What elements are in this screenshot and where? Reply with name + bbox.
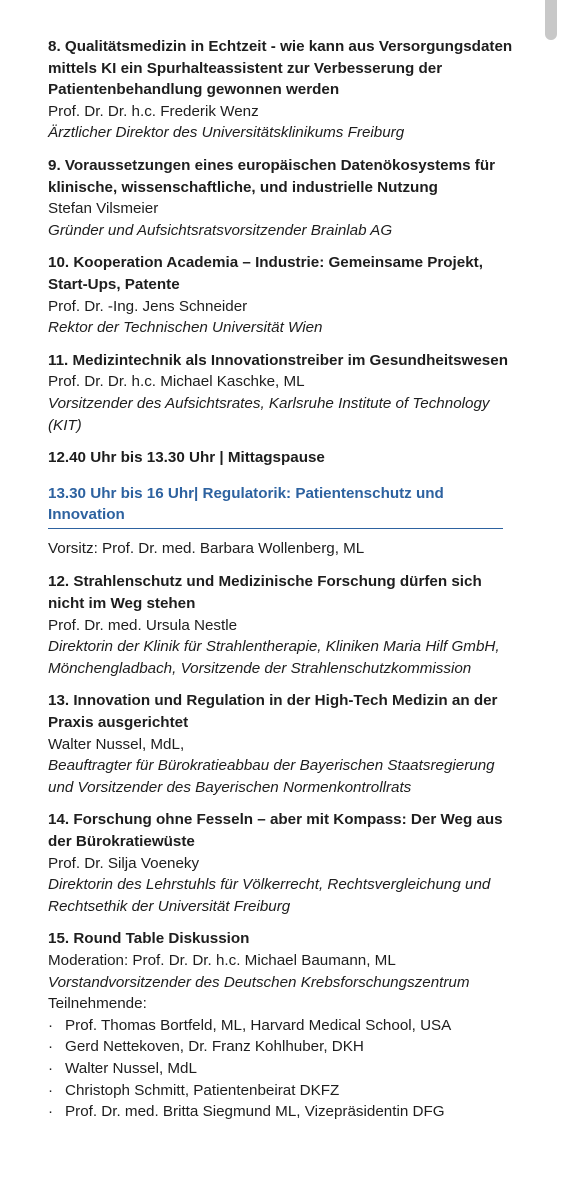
item-title: 14. Forschung ohne Fesseln – aber mit Kompass: Der Weg aus der Bürokratiewüste <box>48 811 503 850</box>
program-document <box>48 36 518 1134</box>
speaker-name: Prof. Dr. -Ing. Jens Schneider <box>48 297 248 315</box>
program-item-9 <box>48 155 518 241</box>
list-item <box>48 1015 518 1037</box>
item-title: 9. Voraussetzungen eines europäischen Datenökosystems für klinische, wissenschaftliche, und industrielle Nutzung <box>48 156 496 196</box>
speaker-name: Prof. Dr. Dr. h.c. Frederik Wenz <box>48 102 259 120</box>
participants-list <box>48 1015 518 1123</box>
participant-name: Gerd Nettekoven, Dr. Franz Kohlhuber, DKH <box>65 1038 364 1056</box>
list-item <box>48 1058 518 1080</box>
participant-name: Walter Nussel, MdL <box>65 1059 197 1077</box>
bullet-icon: · <box>48 1103 54 1121</box>
section-heading: 13.30 Uhr bis 16 Uhr| Regulatorik: Patientenschutz und Innovation <box>48 483 503 529</box>
bullet-icon: · <box>48 1081 54 1099</box>
lunch-break: 12.40 Uhr bis 13.30 Uhr | Mittagspause <box>48 449 325 467</box>
speaker-role: Gründer und Aufsichtsratsvorsitzender Brainlab AG <box>48 221 393 239</box>
participants-label: Teilnehmende: <box>48 995 147 1013</box>
section-chair: Vorsitz: Prof. Dr. med. Barbara Wollenberg, ML <box>48 539 365 557</box>
program-item-11 <box>48 350 518 436</box>
program-item-8 <box>48 36 518 144</box>
item-title: 10. Kooperation Academia – Industrie: Gemeinsame Projekt, Start-Ups, Patente <box>48 254 483 293</box>
item-title: 8. Qualitätsmedizin in Echtzeit - wie kann aus Versorgungsdaten mittels KI ein Spurhalteassistent zur Verbesserung der Patientenbehandlung gewonnen werden <box>48 38 513 99</box>
participant-name: Christoph Schmitt, Patientenbeirat DKFZ <box>65 1081 340 1099</box>
participant-name: Prof. Thomas Bortfeld, ML, Harvard Medical School, USA <box>65 1016 452 1034</box>
speaker-role: Vorsitzender des Aufsichtsrates, Karlsruhe Institute of Technology (KIT) <box>48 394 490 434</box>
item-title: 13. Innovation und Regulation in der High-Tech Medizin an der Praxis ausgerichtet <box>48 692 498 732</box>
program-item-13 <box>48 690 518 798</box>
list-item <box>48 1080 518 1102</box>
list-item <box>48 1101 518 1123</box>
participant-name: Prof. Dr. med. Britta Siegmund ML, Vizepräsidentin DFG <box>65 1103 445 1121</box>
scrollbar[interactable] <box>545 0 557 40</box>
program-item-12 <box>48 571 518 679</box>
speaker-role: Direktorin der Klinik für Strahlentherapie, Kliniken Maria Hilf GmbH, Mönchengladbach, Vorsitzende der Strahlenschutzkommission <box>48 638 500 677</box>
item-title: 15. Round Table Diskussion <box>48 930 250 948</box>
bullet-icon: · <box>48 1038 54 1056</box>
moderator-role: Vorstandvorsitzender des Deutschen Krebsforschungszentrum <box>48 973 470 991</box>
speaker-role: Ärztlicher Direktor des Universitätsklinikums Freiburg <box>48 124 405 142</box>
speaker-name: Prof. Dr. Dr. h.c. Michael Kaschke, ML <box>48 373 305 391</box>
speaker-role: Direktorin des Lehrstuhls für Völkerrecht, Rechtsvergleichung und Rechtsethik der Universität Freiburg <box>48 876 491 915</box>
moderation: Moderation: Prof. Dr. Dr. h.c. Michael Baumann, ML <box>48 951 396 969</box>
bullet-icon: · <box>48 1016 54 1034</box>
program-item-15 <box>48 928 518 1122</box>
speaker-name: Prof. Dr. med. Ursula Nestle <box>48 616 238 634</box>
speaker-role: Beauftragter für Bürokratieabbau der Bayerischen Staatsregierung und Vorsitzender des Bayerischen Normenkontrollrats <box>48 757 495 796</box>
program-item-14 <box>48 809 518 917</box>
item-title: 12. Strahlenschutz und Medizinische Forschung dürfen sich nicht im Weg stehen <box>48 573 482 613</box>
bullet-icon: · <box>48 1059 54 1077</box>
speaker-name: Prof. Dr. Silja Voeneky <box>48 854 200 872</box>
speaker-name: Walter Nussel, MdL, <box>48 735 185 753</box>
item-title: 11. Medizintechnik als Innovationstreiber im Gesundheitswesen <box>48 351 508 369</box>
speaker-role: Rektor der Technischen Universität Wien <box>48 319 323 337</box>
list-item <box>48 1036 518 1058</box>
program-item-10 <box>48 252 518 338</box>
speaker-name: Stefan Vilsmeier <box>48 200 159 218</box>
